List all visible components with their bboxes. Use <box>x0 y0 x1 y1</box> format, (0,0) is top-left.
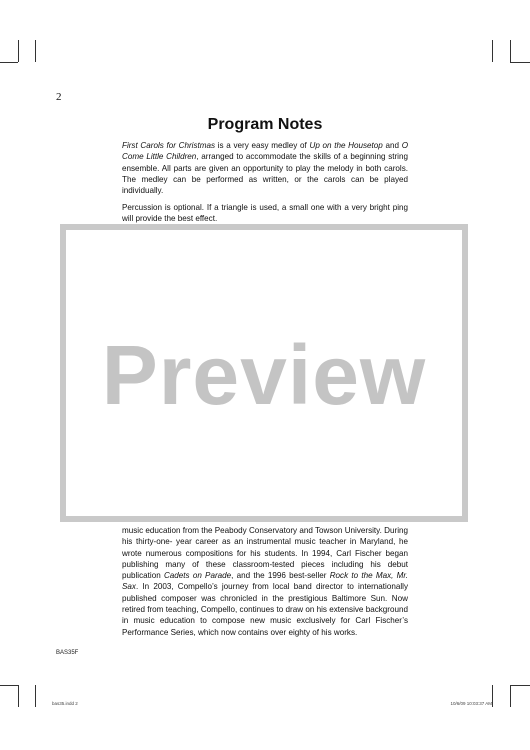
text-run: music education from the Peabody Conservatory and Towson University. During his thirty-one- year career as an instrumental music teacher in Maryland, he wrote numerous compositions for his students. In 1994, Carl Fischer began publishing many of these classroom-tested pieces including his debut publication <box>122 526 408 581</box>
title-rock-to-the-max: Rock to the Max, Mr. Sax <box>122 571 408 592</box>
program-notes-paragraph-2: Percussion is optional. If a triangle is used, a small one with a very bright ping will provide the best effect. <box>122 203 408 224</box>
preview-watermark-frame <box>60 224 468 522</box>
title-up-on-the-housetop: Up on the Housetop <box>309 141 383 150</box>
text-run: , and the 1996 best-seller <box>231 571 330 581</box>
page-title: Program Notes <box>207 116 323 133</box>
crop-mark <box>0 62 18 63</box>
print-slug-filename: bas35.indd 2 <box>52 701 78 706</box>
preview-watermark-text: Preview <box>101 328 427 422</box>
text-run: , arranged to accommodate the skills of a beginning string ensemble. All parts are given an opportunity to play the melody in both carols. The medley can be performed as written, or the carols can be played individually. <box>122 152 408 196</box>
title-first-carols: First Carols for Christmas <box>122 141 216 150</box>
crop-mark <box>35 685 36 707</box>
catalog-number: BAS35F <box>56 650 79 656</box>
print-slug-timestamp: 10/6/09 10:03:37 AM <box>450 701 492 706</box>
crop-mark <box>492 40 493 62</box>
crop-mark <box>510 685 530 686</box>
crop-mark <box>510 685 511 707</box>
crop-mark <box>0 685 18 686</box>
title-o-come-little-children: O Come Little Children <box>122 141 408 162</box>
crop-mark <box>18 685 19 707</box>
crop-mark <box>510 62 530 63</box>
text-run: and <box>382 141 402 150</box>
program-notes-paragraph-1 <box>122 140 408 196</box>
text-run: is a very easy medley of <box>215 141 310 150</box>
crop-mark <box>492 685 493 707</box>
crop-mark <box>510 40 511 62</box>
crop-mark <box>18 40 19 62</box>
page-number: 2 <box>56 91 62 103</box>
title-cadets-on-parade: Cadets on Parade <box>163 571 232 581</box>
text-run: . In 2003, Compello’s journey from local band director to internationally published composer was chronicled in the prestigious Baltimore Sun. Now retired from teaching, Compello, continues to draw on his extensive background in music education to compose new music exclusively for Carl Fischer’s Performance Series, which now contains over eighty of his works. <box>122 582 408 637</box>
crop-mark <box>35 40 36 62</box>
composer-bio-paragraph <box>122 525 408 638</box>
